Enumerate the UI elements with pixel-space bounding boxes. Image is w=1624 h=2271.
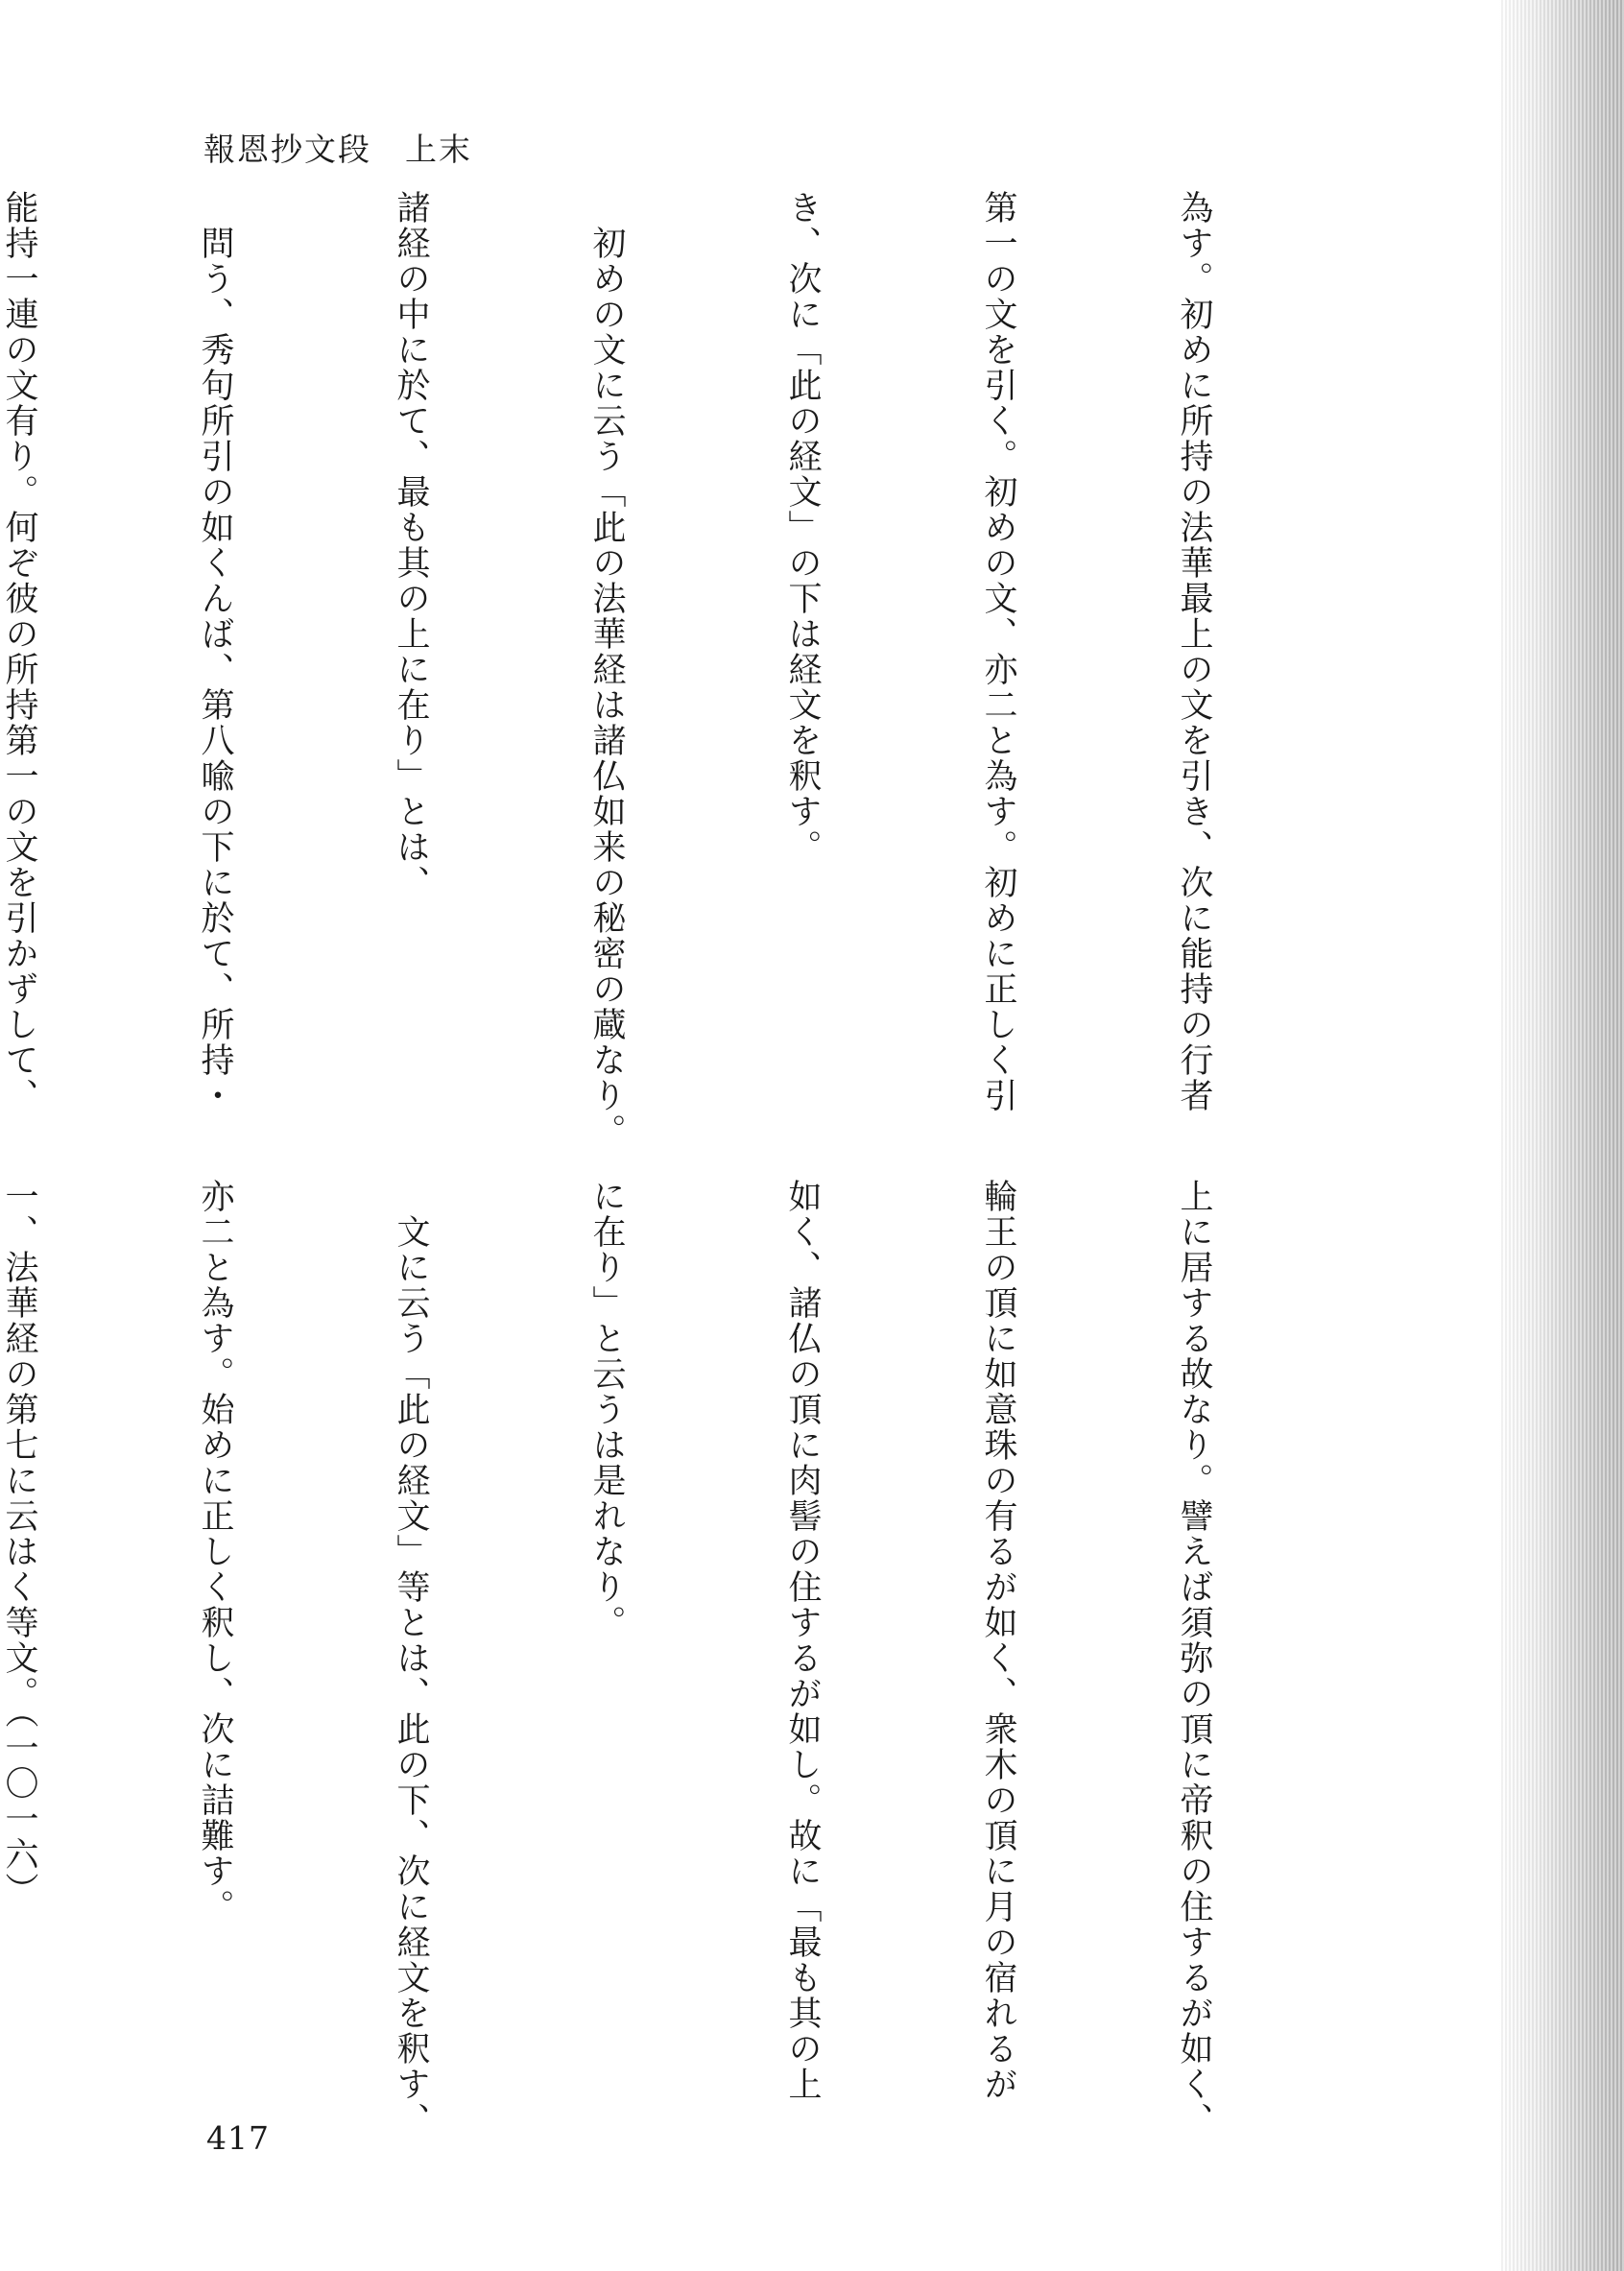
text-column: 文に云う「此の経文」等とは、此の下、次に経文を釈す、 <box>392 1179 430 2138</box>
text-column: 能持一連の文有り。何ぞ彼の所持第一の文を引かずして、 <box>0 190 38 1113</box>
running-header: 報恩抄文段 上末 <box>203 131 472 168</box>
text-column: 為す。初めに所持の法華最上の文を引き、次に能持の行者 <box>1175 190 1213 1113</box>
text-column: 初めの文に云う「此の法華経は諸仏如来の秘密の蔵なり。 <box>587 190 626 1149</box>
text-column: 問う、秀句所引の如くんば、第八喩の下に於て、所持・ <box>196 190 234 1113</box>
text-column: 亦二と為す。始めに正しく釈し、次に詰難す。 <box>196 1179 234 1924</box>
text-column: 輪王の頂に如意珠の有るが如く、衆木の頂に月の宿れるが <box>979 1179 1017 2102</box>
text-column: 諸経の中に於て、最も其の上に在り」とは、 <box>392 190 430 900</box>
text-column: に在り」と云うは是れなり。 <box>587 1179 626 1640</box>
text-column: 上に居する故なり。譬えば須弥の頂に帝釈の住するが如く、 <box>1175 1179 1213 2138</box>
text-column: 第一の文を引く。初めの文、亦二と為す。初めに正しく引 <box>979 190 1017 1113</box>
text-block-top <box>0 190 1357 1149</box>
text-column: 一、法華経の第七に云はく等文。（一〇一六） <box>0 1179 38 1908</box>
page-edge-shadow <box>1499 0 1624 2271</box>
page-number: 417 <box>206 2119 270 2157</box>
text-column: き、次に「此の経文」の下は経文を釈す。 <box>783 190 822 865</box>
text-column: 如く、諸仏の頂に肉髻の住するが如し。故に「最も其の上 <box>783 1179 822 2102</box>
